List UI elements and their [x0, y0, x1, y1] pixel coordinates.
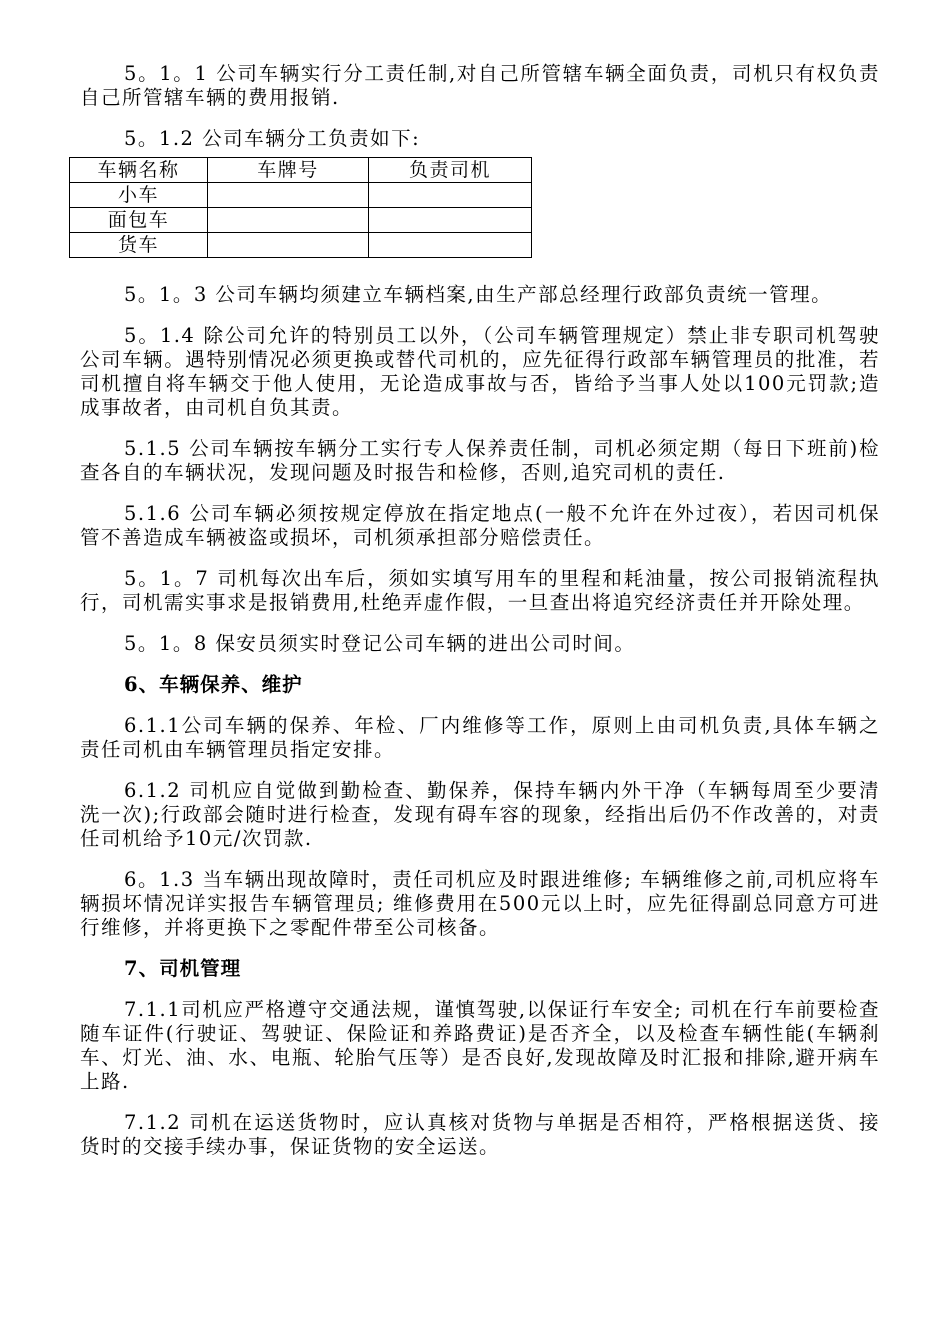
paragraph-6-1-1: 6.1.1公司车辆的保养、年检、厂内维修等工作，原则上由司机负责,具体车辆之责任司机由车辆管理员指定安排。	[80, 714, 880, 761]
table-cell	[208, 183, 369, 208]
table-row	[70, 233, 532, 258]
table-row	[70, 183, 532, 208]
paragraph-6-1-3: 6。1.3 当车辆出现故障时，责任司机应及时跟进维修; 车辆维修之前,司机应将车辆损坏情况详实报告车辆管理员; 维修费用在500元以上时，应先征得副总同意方可进行维修，并将更换下之零配件带至公司核备。	[80, 868, 880, 939]
table-header-plate-number: 车牌号	[208, 158, 369, 183]
vehicle-assignment-table	[69, 157, 532, 258]
paragraph-5-1-4: 5。1.4 除公司允许的特别员工以外，（公司车辆管理规定）禁止非专职司机驾驶公司车辆。遇特别情况必须更换或替代司机的，应先征得行政部车辆管理员的批准，若司机擅自将车辆交于他人使用，无论造成事故与否，皆给予当事人处以100元罚款;造成事故者，由司机自负其责。	[80, 324, 880, 419]
table-header-row	[70, 158, 532, 183]
table-cell	[369, 233, 532, 258]
table-row	[70, 208, 532, 233]
paragraph-7-1-2: 7.1.2 司机在运送货物时，应认真核对货物与单据是否相符，严格根据送货、接货时的交接手续办事，保证货物的安全运送。	[80, 1111, 880, 1158]
table-header-driver: 负责司机	[369, 158, 532, 183]
paragraph-5-1-3: 5。1。3 公司车辆均须建立车辆档案,由生产部总经理行政部负责统一管理。	[124, 283, 833, 306]
paragraph-5-1-7: 5。1。7 司机每次出车后，须如实填写用车的里程和耗油量，按公司报销流程执行，司机需实事求是报销费用,杜绝弄虚作假，一旦查出将追究经济责任并开除处理。	[80, 567, 880, 614]
paragraph-7-1-1: 7.1.1司机应严格遵守交通法规，谨慎驾驶,以保证行车安全; 司机在行车前要检查随车证件(行驶证、驾驶证、保险证和养路费证)是否齐全，以及检查车辆性能(车辆刹车、灯光、油、水、电瓶、轮胎气压等）是否良好,发现故障及时汇报和排除,避开病车上路.	[80, 998, 880, 1093]
paragraph-5-1-2: 5。1.2 公司车辆分工负责如下:	[124, 127, 421, 150]
document-page	[80, 62, 880, 1176]
table-cell: 面包车	[70, 208, 208, 233]
paragraph-5-1-1: 5。1。1 公司车辆实行分工责任制,对自己所管辖车辆全面负责，司机只有权负责自己所管辖车辆的费用报销.	[80, 62, 880, 109]
paragraph-6-1-2: 6.1.2 司机应自觉做到勤检查、勤保养，保持车辆内外干净（车辆每周至少要清洗一次);行政部会随时进行检查，发现有碍车容的现象，经指出后仍不作改善的，对责任司机给予10元/次罚款.	[80, 779, 880, 850]
table-cell	[208, 233, 369, 258]
table-header-vehicle-name: 车辆名称	[70, 158, 208, 183]
table-cell: 小车	[70, 183, 208, 208]
table-cell	[208, 208, 369, 233]
table-cell	[369, 183, 532, 208]
table-cell	[369, 208, 532, 233]
paragraph-5-1-5: 5.1.5 公司车辆按车辆分工实行专人保养责任制，司机必须定期（每日下班前)检查各自的车辆状况，发现问题及时报告和检修，否则,追究司机的责任.	[80, 437, 880, 484]
table-cell: 货车	[70, 233, 208, 258]
section-7-heading: 7、司机管理	[124, 957, 242, 980]
paragraph-5-1-8: 5。1。8 保安员须实时登记公司车辆的进出公司时间。	[124, 632, 636, 655]
paragraph-5-1-6: 5.1.6 公司车辆必须按规定停放在指定地点(一般不允许在外过夜），若因司机保管不善造成车辆被盗或损坏，司机须承担部分赔偿责任。	[80, 502, 880, 549]
section-6-heading: 6、车辆保养、维护	[124, 673, 303, 696]
